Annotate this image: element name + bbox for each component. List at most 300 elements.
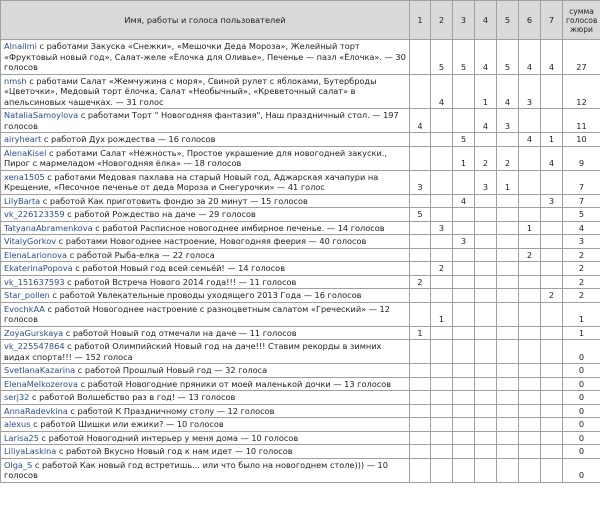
user-link[interactable]: EvochkAA bbox=[4, 303, 45, 314]
jury-vote-cell: 2 bbox=[519, 248, 541, 262]
jury-vote-cell: 4 bbox=[475, 40, 497, 75]
jury-vote-cell bbox=[475, 364, 497, 378]
jury-vote-cell bbox=[497, 221, 519, 235]
jury-vote-cell bbox=[431, 109, 453, 133]
user-link[interactable]: Olga_S bbox=[4, 459, 33, 470]
table-row bbox=[1, 194, 600, 208]
jury-vote-cell bbox=[410, 377, 431, 391]
entry-cell bbox=[1, 364, 410, 378]
jury-vote-cell bbox=[453, 262, 475, 276]
jury-vote-cell bbox=[431, 458, 453, 482]
entry-cell bbox=[1, 302, 410, 326]
table-row bbox=[1, 289, 600, 303]
entry-cell bbox=[1, 326, 410, 340]
entry-text: с работой Прошлый Новый год — 32 голоса bbox=[75, 365, 268, 375]
user-link[interactable]: Larisa25 bbox=[4, 432, 39, 443]
entry-cell bbox=[1, 418, 410, 432]
entry-cell bbox=[1, 221, 410, 235]
jury-vote-cell: 5 bbox=[497, 40, 519, 75]
user-link[interactable]: VitalyGorkov bbox=[4, 236, 57, 246]
jury-vote-cell bbox=[541, 170, 563, 194]
jury-vote-cell bbox=[453, 404, 475, 418]
jury-vote-cell bbox=[410, 302, 431, 326]
jury-vote-cell bbox=[410, 418, 431, 432]
entry-text: с работой Дух рождества — 16 голосов bbox=[41, 134, 216, 144]
jury-vote-cell bbox=[497, 458, 519, 482]
entry-cell bbox=[1, 391, 410, 405]
jury-vote-cell bbox=[541, 377, 563, 391]
total-cell: 2 bbox=[563, 262, 600, 276]
jury-vote-cell bbox=[475, 133, 497, 147]
jury-vote-cell bbox=[453, 445, 475, 459]
jury-header-6: 6 bbox=[519, 1, 541, 40]
total-cell: 0 bbox=[563, 445, 600, 459]
entry-cell bbox=[1, 74, 410, 109]
jury-vote-cell bbox=[453, 458, 475, 482]
entry-cell bbox=[1, 170, 410, 194]
jury-vote-cell bbox=[431, 326, 453, 340]
entry-text: с работой Новый год отмечали на даче — 11 голосов bbox=[63, 327, 297, 338]
jury-vote-cell bbox=[410, 133, 431, 147]
jury-vote-cell bbox=[431, 289, 453, 303]
entry-cell bbox=[1, 109, 410, 133]
table-row bbox=[1, 40, 600, 75]
jury-vote-cell bbox=[519, 326, 541, 340]
total-cell: 2 bbox=[563, 248, 600, 262]
entry-text: с работой К Праздничному столу — 12 голосов bbox=[67, 405, 275, 416]
entry-text: с работой Расписное новогоднее имбирное печенье. — 14 голосов bbox=[92, 222, 385, 233]
total-cell: 10 bbox=[563, 133, 600, 147]
jury-vote-cell bbox=[497, 418, 519, 432]
jury-vote-cell bbox=[453, 302, 475, 326]
user-link[interactable]: serj32 bbox=[4, 392, 30, 402]
total-cell: 0 bbox=[563, 418, 600, 432]
jury-vote-cell bbox=[431, 146, 453, 170]
entry-cell bbox=[1, 146, 410, 170]
jury-vote-cell bbox=[497, 248, 519, 262]
jury-vote-cell: 2 bbox=[431, 262, 453, 276]
jury-vote-cell bbox=[497, 431, 519, 445]
jury-vote-cell bbox=[497, 275, 519, 289]
jury-vote-cell: 4 bbox=[410, 109, 431, 133]
jury-vote-cell bbox=[453, 170, 475, 194]
jury-vote-cell bbox=[431, 194, 453, 208]
jury-vote-cell bbox=[453, 275, 475, 289]
table-row bbox=[1, 74, 600, 109]
jury-vote-cell bbox=[497, 302, 519, 326]
jury-vote-cell bbox=[431, 445, 453, 459]
user-link[interactable]: EkaterinaPopova bbox=[4, 263, 73, 273]
jury-vote-cell: 5 bbox=[431, 40, 453, 75]
jury-vote-cell bbox=[475, 391, 497, 405]
jury-vote-cell bbox=[410, 431, 431, 445]
user-link[interactable]: xena1505 bbox=[4, 171, 45, 182]
table-row bbox=[1, 377, 600, 391]
user-link[interactable]: nmsh bbox=[4, 75, 27, 86]
jury-vote-cell bbox=[519, 275, 541, 289]
jury-vote-cell bbox=[497, 262, 519, 276]
jury-vote-cell: 4 bbox=[519, 133, 541, 147]
jury-vote-cell bbox=[431, 170, 453, 194]
entry-text: с работой Волшебство раз в год! — 13 голосов bbox=[29, 392, 236, 402]
user-link[interactable]: Star_pollen bbox=[4, 290, 50, 300]
jury-vote-cell bbox=[497, 445, 519, 459]
jury-vote-cell: 2 bbox=[475, 146, 497, 170]
total-cell: 0 bbox=[563, 340, 600, 364]
table-row bbox=[1, 458, 600, 482]
jury-vote-cell bbox=[431, 208, 453, 222]
jury-vote-cell bbox=[541, 364, 563, 378]
entry-text: с работами Медовая пахлава на старый Новый год, Аджарская хачапури на Крещение, «Песочное печенье от деда Мороза и Снегурочки» — 41 голос bbox=[4, 171, 379, 192]
total-cell: 1 bbox=[563, 302, 600, 326]
jury-vote-cell bbox=[431, 133, 453, 147]
total-cell: 3 bbox=[563, 235, 600, 249]
user-link[interactable]: vk_226123359 bbox=[4, 209, 65, 219]
jury-vote-cell: 5 bbox=[453, 133, 475, 147]
user-link[interactable]: alexus bbox=[4, 419, 31, 429]
table-row bbox=[1, 431, 600, 445]
jury-vote-cell bbox=[519, 377, 541, 391]
entry-text: с работой Олимпийский Новый год на даче!!! Ставим рекорды в зимних видах спорта!!! — 152 голоса bbox=[4, 341, 382, 362]
entry-text: с работой Шишки или ежики? — 10 голосов bbox=[30, 419, 224, 429]
jury-vote-cell: 4 bbox=[475, 109, 497, 133]
jury-vote-cell: 5 bbox=[410, 208, 431, 222]
jury-vote-cell: 1 bbox=[475, 74, 497, 109]
jury-vote-cell bbox=[410, 248, 431, 262]
jury-vote-cell: 4 bbox=[431, 74, 453, 109]
user-link[interactable]: NataliaSamoylova bbox=[4, 110, 79, 120]
entry-text: с работой Рыба-елка — 22 голоса bbox=[66, 249, 215, 260]
jury-vote-cell: 3 bbox=[431, 221, 453, 235]
jury-vote-cell bbox=[497, 404, 519, 418]
jury-header-7: 7 bbox=[541, 1, 563, 40]
jury-vote-cell: 3 bbox=[475, 170, 497, 194]
user-link[interactable]: ElenaLarionova bbox=[4, 249, 67, 260]
jury-vote-cell bbox=[410, 340, 431, 364]
entry-text: с работой Встреча Нового 2014 года!!! — 11 голосов bbox=[64, 276, 297, 287]
jury-vote-cell bbox=[475, 458, 497, 482]
jury-vote-cell: 1 bbox=[453, 146, 475, 170]
total-cell: 27 bbox=[563, 40, 600, 75]
total-cell: 0 bbox=[563, 404, 600, 418]
jury-vote-cell bbox=[519, 262, 541, 276]
jury-vote-cell bbox=[541, 221, 563, 235]
jury-vote-cell bbox=[519, 235, 541, 249]
jury-vote-cell bbox=[453, 377, 475, 391]
header-title: Имя, работы и голоса пользователей bbox=[1, 1, 410, 40]
jury-vote-cell bbox=[541, 431, 563, 445]
table-row bbox=[1, 262, 600, 276]
total-cell: 0 bbox=[563, 391, 600, 405]
jury-vote-cell bbox=[475, 326, 497, 340]
total-cell: 7 bbox=[563, 170, 600, 194]
entry-text: с работой Как приготовить фондю за 20 минут — 15 голосов bbox=[40, 195, 308, 206]
jury-vote-cell: 2 bbox=[410, 275, 431, 289]
jury-vote-cell bbox=[410, 235, 431, 249]
total-cell: 0 bbox=[563, 364, 600, 378]
jury-vote-cell bbox=[541, 109, 563, 133]
jury-vote-cell bbox=[475, 221, 497, 235]
jury-vote-cell bbox=[475, 208, 497, 222]
entry-text: с работами Салат «Жемчужина с моря», Свиной рулет с яблоками, Бутерброды «Цветочки», Медовый торт ёлочка, Салат «Необычный», «Креветочный салат» в апельсиновых чашечках. — 31 голос bbox=[4, 75, 377, 107]
entry-text: с работой Новый год всей семьёй! — 14 голосов bbox=[72, 263, 286, 273]
jury-vote-cell bbox=[453, 340, 475, 364]
entry-cell bbox=[1, 262, 410, 276]
jury-vote-cell bbox=[519, 445, 541, 459]
total-cell: 1 bbox=[563, 326, 600, 340]
jury-vote-cell bbox=[475, 289, 497, 303]
jury-vote-cell bbox=[541, 445, 563, 459]
jury-vote-cell: 3 bbox=[453, 235, 475, 249]
total-cell: 2 bbox=[563, 289, 600, 303]
entry-cell bbox=[1, 404, 410, 418]
jury-vote-cell bbox=[519, 289, 541, 303]
jury-vote-cell: 3 bbox=[410, 170, 431, 194]
entry-cell bbox=[1, 458, 410, 482]
header-row bbox=[1, 1, 600, 40]
entry-cell bbox=[1, 445, 410, 459]
user-link[interactable]: AlenaKisel bbox=[4, 147, 47, 158]
jury-vote-cell bbox=[475, 248, 497, 262]
total-cell: 4 bbox=[563, 221, 600, 235]
jury-vote-cell bbox=[431, 404, 453, 418]
entry-cell bbox=[1, 133, 410, 147]
jury-vote-cell: 1 bbox=[541, 133, 563, 147]
total-cell: 12 bbox=[563, 74, 600, 109]
jury-vote-cell: 4 bbox=[453, 194, 475, 208]
jury-vote-cell: 3 bbox=[497, 109, 519, 133]
jury-vote-cell bbox=[453, 418, 475, 432]
jury-vote-cell bbox=[453, 391, 475, 405]
jury-vote-cell: 1 bbox=[519, 221, 541, 235]
jury-vote-cell bbox=[541, 391, 563, 405]
jury-vote-cell: 4 bbox=[497, 74, 519, 109]
jury-vote-cell: 1 bbox=[410, 326, 431, 340]
user-link[interactable]: AnnaRadevkina bbox=[4, 405, 68, 416]
user-link[interactable]: ZoyaGurskaya bbox=[4, 327, 64, 338]
table-row bbox=[1, 302, 600, 326]
jury-vote-cell bbox=[410, 404, 431, 418]
jury-vote-cell bbox=[541, 248, 563, 262]
table-row bbox=[1, 326, 600, 340]
jury-vote-cell bbox=[431, 377, 453, 391]
jury-vote-cell bbox=[410, 364, 431, 378]
entry-cell bbox=[1, 431, 410, 445]
jury-vote-cell bbox=[519, 418, 541, 432]
jury-vote-cell bbox=[410, 391, 431, 405]
table-row bbox=[1, 208, 600, 222]
total-cell: 9 bbox=[563, 146, 600, 170]
total-cell: 5 bbox=[563, 208, 600, 222]
jury-vote-cell: 3 bbox=[519, 74, 541, 109]
jury-vote-cell: 1 bbox=[497, 170, 519, 194]
jury-vote-cell bbox=[431, 340, 453, 364]
jury-header-3: 3 bbox=[453, 1, 475, 40]
table-row bbox=[1, 146, 600, 170]
jury-vote-cell bbox=[497, 377, 519, 391]
total-cell: 0 bbox=[563, 458, 600, 482]
jury-vote-cell bbox=[475, 235, 497, 249]
jury-vote-cell bbox=[475, 418, 497, 432]
jury-vote-cell bbox=[410, 74, 431, 109]
table-row bbox=[1, 275, 600, 289]
table-row bbox=[1, 170, 600, 194]
jury-vote-cell bbox=[519, 146, 541, 170]
jury-vote-cell: 3 bbox=[541, 194, 563, 208]
jury-header-2: 2 bbox=[431, 1, 453, 40]
jury-vote-cell bbox=[519, 431, 541, 445]
jury-vote-cell bbox=[431, 391, 453, 405]
jury-vote-cell bbox=[541, 326, 563, 340]
user-link[interactable]: airyheart bbox=[4, 134, 42, 144]
jury-vote-cell bbox=[541, 302, 563, 326]
jury-vote-cell bbox=[453, 431, 475, 445]
table-row bbox=[1, 445, 600, 459]
jury-vote-cell bbox=[453, 289, 475, 303]
jury-vote-cell bbox=[475, 194, 497, 208]
jury-vote-cell: 2 bbox=[497, 146, 519, 170]
entry-text: с работой Новогодние пряники от моей маленькой дочки — 13 голосов bbox=[77, 378, 392, 389]
entry-text: с работой Как новый год встретишь... или что было на новогоднем столе))) — 10 голосов bbox=[4, 459, 388, 480]
jury-vote-cell bbox=[453, 364, 475, 378]
jury-vote-cell bbox=[519, 208, 541, 222]
jury-vote-cell bbox=[497, 391, 519, 405]
total-cell: 2 bbox=[563, 275, 600, 289]
jury-vote-cell bbox=[431, 235, 453, 249]
entry-cell bbox=[1, 40, 410, 75]
jury-vote-cell bbox=[519, 340, 541, 364]
entry-text: с работой Вкусно Новый год к нам идет — 10 голосов bbox=[56, 446, 293, 456]
entry-text: с работой Новогоднее настроение с разноцветным салатом «Греческий» — 12 голосов bbox=[4, 303, 390, 324]
jury-vote-cell bbox=[497, 340, 519, 364]
table-row bbox=[1, 391, 600, 405]
total-cell: 0 bbox=[563, 431, 600, 445]
jury-vote-cell bbox=[475, 340, 497, 364]
jury-header-1: 1 bbox=[410, 1, 431, 40]
entry-text: с работой Новогодний интерьер у меня дома — 10 голосов bbox=[38, 432, 299, 443]
user-link[interactable]: vk_225547864 bbox=[4, 341, 65, 351]
jury-vote-cell bbox=[541, 262, 563, 276]
jury-vote-cell bbox=[519, 391, 541, 405]
jury-header-4: 4 bbox=[475, 1, 497, 40]
jury-vote-cell bbox=[410, 289, 431, 303]
jury-vote-cell bbox=[475, 302, 497, 326]
jury-vote-cell bbox=[519, 458, 541, 482]
jury-vote-cell bbox=[541, 418, 563, 432]
user-link[interactable]: LiliyaLaskina bbox=[4, 446, 57, 456]
table-row bbox=[1, 235, 600, 249]
entry-cell bbox=[1, 289, 410, 303]
table-row bbox=[1, 221, 600, 235]
jury-vote-cell bbox=[475, 275, 497, 289]
jury-vote-cell bbox=[410, 458, 431, 482]
user-link[interactable]: LilyBarta bbox=[4, 195, 41, 206]
jury-vote-cell bbox=[453, 221, 475, 235]
jury-vote-cell bbox=[541, 235, 563, 249]
jury-vote-cell bbox=[541, 404, 563, 418]
jury-vote-cell bbox=[519, 109, 541, 133]
total-header: сумма голосов жюри bbox=[563, 1, 600, 40]
total-cell: 7 bbox=[563, 194, 600, 208]
entry-cell bbox=[1, 235, 410, 249]
jury-vote-cell bbox=[497, 208, 519, 222]
total-cell: 11 bbox=[563, 109, 600, 133]
table-row bbox=[1, 340, 600, 364]
entry-cell bbox=[1, 248, 410, 262]
jury-vote-cell bbox=[410, 40, 431, 75]
jury-vote-cell bbox=[410, 194, 431, 208]
user-link[interactable]: Alnailmi bbox=[4, 41, 37, 51]
entry-cell bbox=[1, 340, 410, 364]
entry-text: с работами Закуска «Снежки», «Мешочки Деда Мороза», Желейный торт «Фруктовый новый год», Салат-желе «Ёлочка для Оливье», Печенье — пазл «Ёлочка». — 30 голосов bbox=[4, 41, 406, 72]
entry-text: с работой Увлекательные проводы уходящего 2013 Года — 16 голосов bbox=[49, 290, 362, 300]
jury-vote-cell bbox=[410, 146, 431, 170]
jury-vote-cell bbox=[541, 208, 563, 222]
total-cell: 0 bbox=[563, 377, 600, 391]
table-row bbox=[1, 133, 600, 147]
jury-vote-cell bbox=[541, 275, 563, 289]
jury-vote-cell bbox=[519, 404, 541, 418]
jury-vote-cell bbox=[475, 431, 497, 445]
jury-vote-cell bbox=[431, 248, 453, 262]
jury-vote-cell bbox=[453, 248, 475, 262]
jury-header-5: 5 bbox=[497, 1, 519, 40]
user-link[interactable]: TatyanaAbramenkova bbox=[4, 222, 93, 233]
jury-vote-cell bbox=[541, 458, 563, 482]
jury-vote-cell: 5 bbox=[453, 40, 475, 75]
entry-cell bbox=[1, 208, 410, 222]
table-row bbox=[1, 248, 600, 262]
jury-vote-cell: 4 bbox=[519, 40, 541, 75]
jury-vote-cell bbox=[453, 109, 475, 133]
jury-vote-cell bbox=[475, 377, 497, 391]
jury-vote-cell bbox=[431, 418, 453, 432]
user-link[interactable]: vk_151637593 bbox=[4, 276, 65, 287]
jury-vote-cell bbox=[519, 302, 541, 326]
jury-vote-cell bbox=[497, 289, 519, 303]
entry-cell bbox=[1, 194, 410, 208]
user-link[interactable]: ElenaMelkozerova bbox=[4, 378, 78, 389]
jury-vote-cell bbox=[497, 235, 519, 249]
entry-text: с работами Салат «Нежность», Простое украшение для новогодней закуски., Пирог с мармеладом «Новогодняя ёлка» — 18 голосов bbox=[4, 147, 387, 168]
jury-vote-cell bbox=[475, 262, 497, 276]
jury-vote-cell bbox=[475, 445, 497, 459]
jury-vote-cell bbox=[410, 262, 431, 276]
jury-vote-cell bbox=[431, 364, 453, 378]
table-row bbox=[1, 364, 600, 378]
jury-vote-cell bbox=[497, 326, 519, 340]
table-row bbox=[1, 418, 600, 432]
jury-vote-cell bbox=[410, 445, 431, 459]
table-row bbox=[1, 109, 600, 133]
jury-vote-cell bbox=[497, 133, 519, 147]
jury-vote-cell bbox=[497, 364, 519, 378]
jury-vote-cell bbox=[431, 275, 453, 289]
table-row bbox=[1, 404, 600, 418]
jury-vote-cell bbox=[453, 208, 475, 222]
jury-vote-cell bbox=[431, 431, 453, 445]
entry-text: с работой Рождество на даче — 29 голосов bbox=[64, 209, 256, 219]
jury-vote-cell bbox=[453, 326, 475, 340]
entry-cell bbox=[1, 275, 410, 289]
jury-vote-cell: 2 bbox=[541, 289, 563, 303]
jury-vote-cell: 4 bbox=[541, 146, 563, 170]
entry-text: с работами Торт " Новогодняя фантазия", Наш праздничный стол. — 197 голосов bbox=[4, 110, 399, 131]
user-link[interactable]: SvetlanaKazarina bbox=[4, 365, 76, 375]
jury-vote-cell bbox=[519, 364, 541, 378]
jury-vote-cell bbox=[541, 74, 563, 109]
jury-vote-cell bbox=[475, 404, 497, 418]
